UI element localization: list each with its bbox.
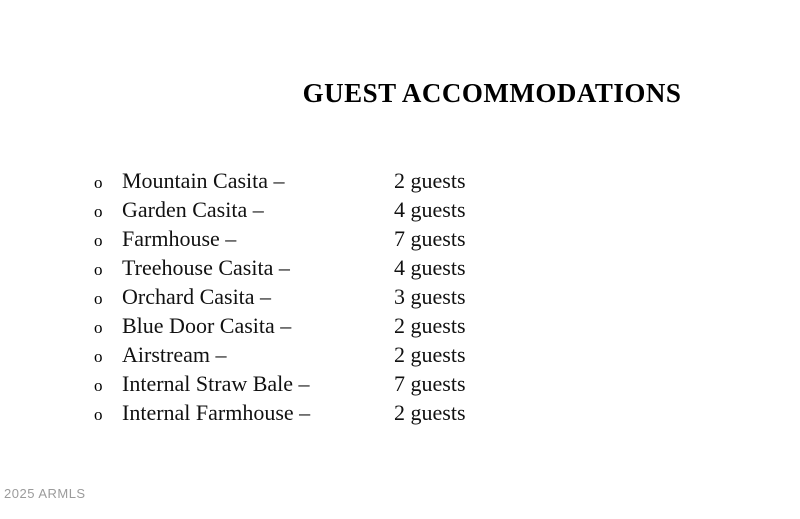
accommodation-guests: 7 guests [394,226,466,251]
list-item [84,284,724,313]
bullet-icon: o [94,318,103,337]
list-item [84,168,724,197]
accommodation-name: Blue Door Casita – [122,313,292,338]
list-item [84,255,724,284]
bullet-icon: o [94,202,103,221]
accommodation-name: Orchard Casita – [122,284,272,309]
list-item [84,400,724,429]
watermark-label: 2025 ARMLS [4,486,86,501]
bullet-icon: o [94,347,103,366]
accommodation-guests: 4 guests [394,197,466,222]
accommodation-guests: 2 guests [394,400,466,425]
accommodation-name: Mountain Casita – [122,168,285,193]
accommodation-name: Garden Casita – [122,197,264,222]
bullet-icon: o [94,405,103,424]
list-item [84,197,724,226]
accommodation-name: Farmhouse – [122,226,237,251]
accommodation-guests: 3 guests [394,284,466,309]
accommodation-name: Airstream – [122,342,227,367]
accommodation-guests: 2 guests [394,342,466,367]
accommodation-name: Treehouse Casita – [122,255,290,280]
accommodations-list [84,168,724,429]
bullet-icon: o [94,173,103,192]
accommodation-guests: 4 guests [394,255,466,280]
bullet-icon: o [94,260,103,279]
list-item [84,226,724,255]
bullet-icon: o [94,376,103,395]
accommodation-guests: 2 guests [394,168,466,193]
list-item [84,342,724,371]
bullet-icon: o [94,289,103,308]
list-item [84,313,724,342]
accommodation-guests: 7 guests [394,371,466,396]
accommodation-name: Internal Straw Bale – [122,371,310,396]
bullet-icon: o [94,231,103,250]
list-item [84,371,724,400]
accommodation-guests: 2 guests [394,313,466,338]
page-title: GUEST ACCOMMODATIONS [302,78,682,108]
accommodation-name: Internal Farmhouse – [122,400,311,425]
